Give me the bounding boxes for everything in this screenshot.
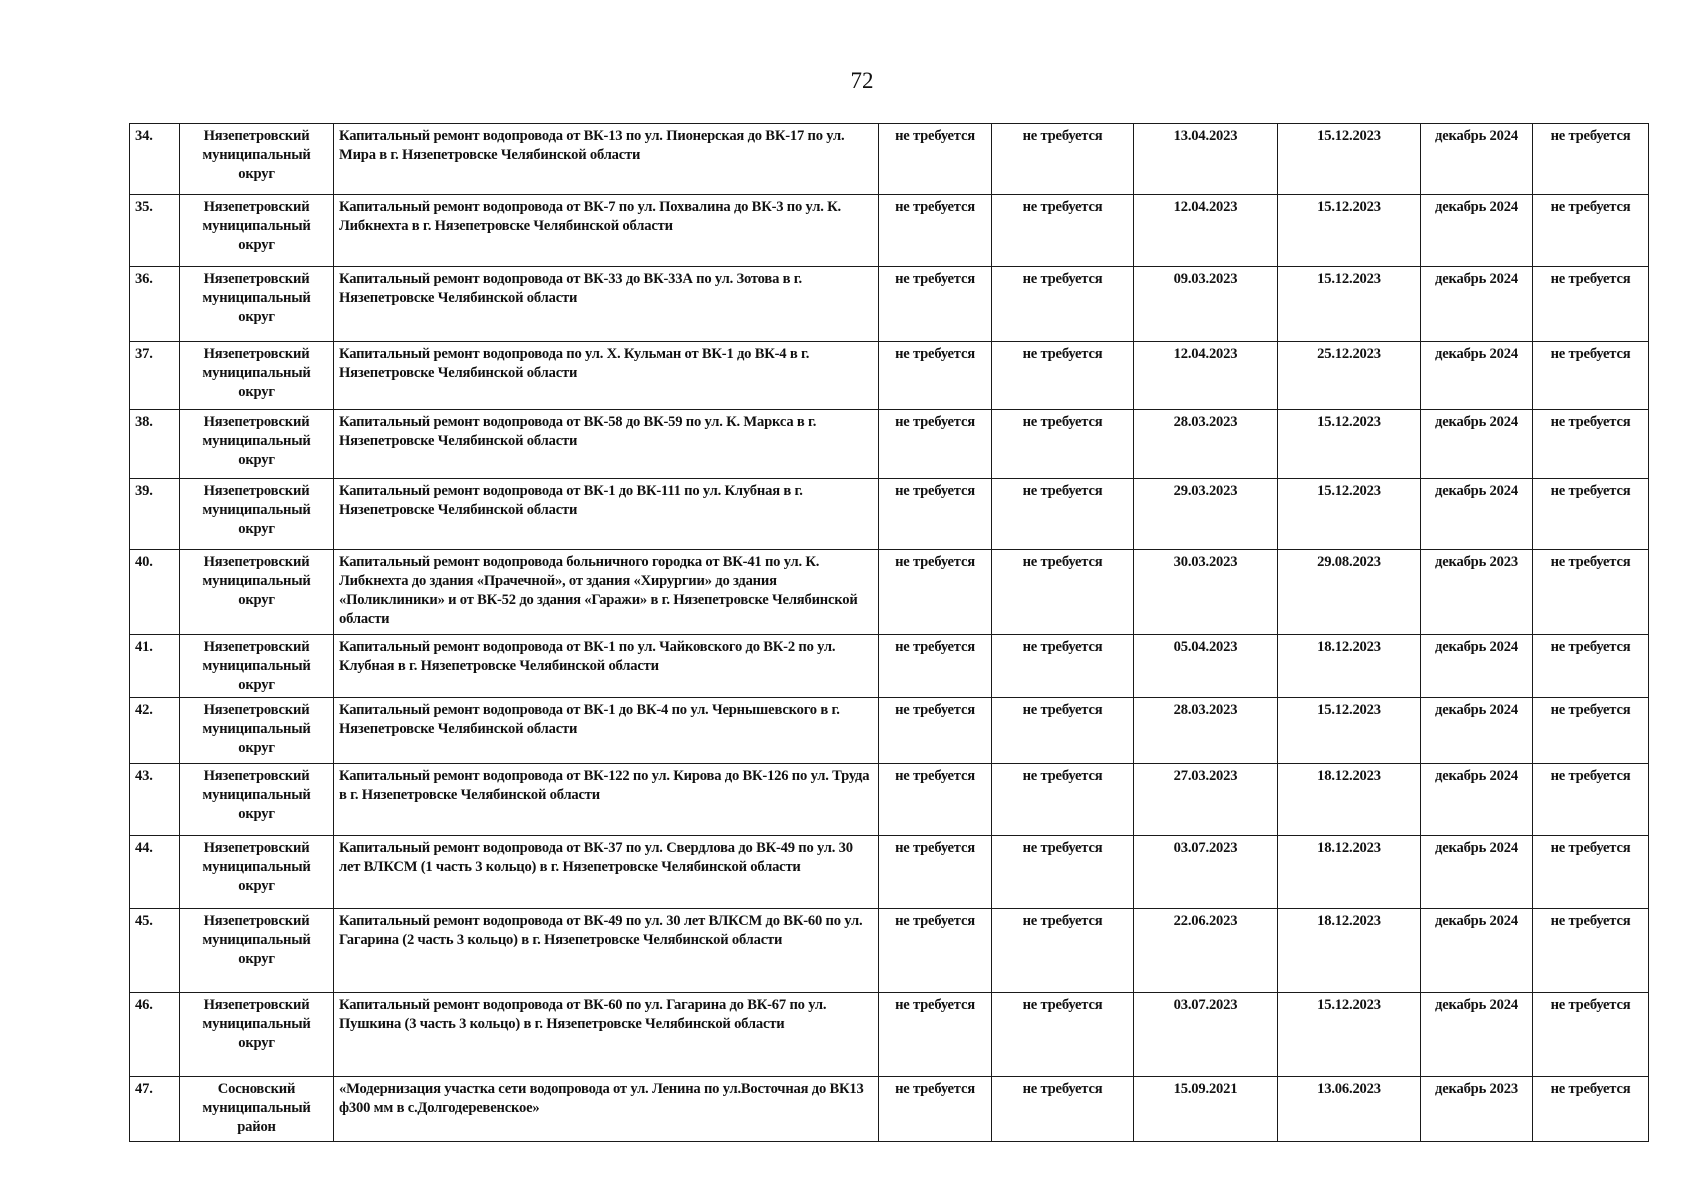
municipality-cell: Нязепетровский муниципальный округ [180, 267, 334, 342]
date-cell: 13.06.2023 [1278, 1077, 1421, 1142]
row-number: 37. [130, 342, 180, 410]
status-cell: не требуется [879, 479, 992, 550]
date-cell: 15.12.2023 [1278, 124, 1421, 195]
status-cell: не требуется [1533, 550, 1649, 635]
table-row [130, 993, 1649, 1077]
project-name-cell: Капитальный ремонт водопровода от ВК-1 до ВК-4 по ул. Чернышевского в г. Нязепетровске Челябинской области [334, 698, 879, 764]
date-cell: 27.03.2023 [1134, 764, 1278, 836]
status-cell: не требуется [1533, 698, 1649, 764]
row-number: 41. [130, 635, 180, 698]
status-cell: не требуется [1533, 764, 1649, 836]
date-cell: 29.03.2023 [1134, 479, 1278, 550]
status-cell: не требуется [992, 909, 1134, 993]
status-cell: не требуется [992, 698, 1134, 764]
project-name-cell: Капитальный ремонт водопровода от ВК-60 по ул. Гагарина до ВК-67 по ул. Пушкина (3 часть 3 кольцо) в г. Нязепетровске Челябинской области [334, 993, 879, 1077]
date-cell: 15.12.2023 [1278, 479, 1421, 550]
project-name-cell: Капитальный ремонт водопровода от ВК-13 по ул. Пионерская до ВК-17 по ул. Мира в г. Нязепетровске Челябинской области [334, 124, 879, 195]
row-number: 46. [130, 993, 180, 1077]
status-cell: не требуется [1533, 836, 1649, 909]
status-cell: не требуется [992, 764, 1134, 836]
table-row [130, 410, 1649, 479]
municipality-cell: Нязепетровский муниципальный округ [180, 764, 334, 836]
table-row [130, 550, 1649, 635]
date-cell: 12.04.2023 [1134, 342, 1278, 410]
row-number: 43. [130, 764, 180, 836]
date-cell: 28.03.2023 [1134, 698, 1278, 764]
project-name-cell: «Модернизация участка сети водопровода от ул. Ленина по ул.Восточная до ВК13 ф300 мм в с.Долгодеревенское» [334, 1077, 879, 1142]
project-name-cell: Капитальный ремонт водопровода от ВК-122 по ул. Кирова до ВК-126 по ул. Труда в г. Нязепетровске Челябинской области [334, 764, 879, 836]
municipality-cell: Нязепетровский муниципальный округ [180, 993, 334, 1077]
status-cell: не требуется [879, 635, 992, 698]
status-cell: не требуется [992, 635, 1134, 698]
municipality-cell: Нязепетровский муниципальный округ [180, 550, 334, 635]
period-cell: декабрь 2024 [1421, 479, 1533, 550]
status-cell: не требуется [1533, 410, 1649, 479]
table-row [130, 635, 1649, 698]
row-number: 47. [130, 1077, 180, 1142]
date-cell: 18.12.2023 [1278, 909, 1421, 993]
date-cell: 30.03.2023 [1134, 550, 1278, 635]
date-cell: 29.08.2023 [1278, 550, 1421, 635]
status-cell: не требуется [879, 764, 992, 836]
status-cell: не требуется [1533, 195, 1649, 267]
status-cell: не требуется [1533, 342, 1649, 410]
project-name-cell: Капитальный ремонт водопровода от ВК-1 по ул. Чайковского до ВК-2 по ул. Клубная в г. Нязепетровске Челябинской области [334, 635, 879, 698]
period-cell: декабрь 2024 [1421, 909, 1533, 993]
status-cell: не требуется [1533, 635, 1649, 698]
date-cell: 03.07.2023 [1134, 993, 1278, 1077]
period-cell: декабрь 2024 [1421, 124, 1533, 195]
project-name-cell: Капитальный ремонт водопровода от ВК-49 по ул. 30 лет ВЛКСМ до ВК-60 по ул. Гагарина (2 часть 3 кольцо) в г. Нязепетровске Челябинской области [334, 909, 879, 993]
status-cell: не требуется [992, 836, 1134, 909]
date-cell: 18.12.2023 [1278, 764, 1421, 836]
status-cell: не требуется [879, 410, 992, 479]
date-cell: 15.12.2023 [1278, 410, 1421, 479]
municipality-cell: Нязепетровский муниципальный округ [180, 342, 334, 410]
period-cell: декабрь 2024 [1421, 836, 1533, 909]
status-cell: не требуется [992, 342, 1134, 410]
status-cell: не требуется [879, 698, 992, 764]
status-cell: не требуется [992, 479, 1134, 550]
period-cell: декабрь 2024 [1421, 698, 1533, 764]
period-cell: декабрь 2024 [1421, 342, 1533, 410]
period-cell: декабрь 2024 [1421, 993, 1533, 1077]
municipality-cell: Сосновский муниципальный район [180, 1077, 334, 1142]
status-cell: не требуется [992, 993, 1134, 1077]
date-cell: 12.04.2023 [1134, 195, 1278, 267]
date-cell: 18.12.2023 [1278, 836, 1421, 909]
status-cell: не требуется [879, 550, 992, 635]
table-row [130, 909, 1649, 993]
table-row [130, 124, 1649, 195]
table-row [130, 479, 1649, 550]
row-number: 38. [130, 410, 180, 479]
municipality-cell: Нязепетровский муниципальный округ [180, 635, 334, 698]
date-cell: 22.06.2023 [1134, 909, 1278, 993]
date-cell: 15.12.2023 [1278, 993, 1421, 1077]
date-cell: 15.09.2021 [1134, 1077, 1278, 1142]
row-number: 45. [130, 909, 180, 993]
table-row [130, 698, 1649, 764]
period-cell: декабрь 2024 [1421, 267, 1533, 342]
project-name-cell: Капитальный ремонт водопровода больничного городка от ВК-41 по ул. К. Либкнехта до здания «Прачечной», от здания «Хирургии» до здания «Поликлиники» и от ВК-52 до здания «Гаражи» в г. Нязепетровске Челябинской области [334, 550, 879, 635]
row-number: 42. [130, 698, 180, 764]
date-cell: 05.04.2023 [1134, 635, 1278, 698]
status-cell: не требуется [992, 195, 1134, 267]
project-name-cell: Капитальный ремонт водопровода от ВК-7 по ул. Похвалина до ВК-3 по ул. К. Либкнехта в г. Нязепетровске Челябинской области [334, 195, 879, 267]
date-cell: 13.04.2023 [1134, 124, 1278, 195]
row-number: 36. [130, 267, 180, 342]
status-cell: не требуется [1533, 479, 1649, 550]
period-cell: декабрь 2024 [1421, 764, 1533, 836]
table-row [130, 267, 1649, 342]
municipality-cell: Нязепетровский муниципальный округ [180, 124, 334, 195]
table-row [130, 342, 1649, 410]
table-row [130, 764, 1649, 836]
row-number: 34. [130, 124, 180, 195]
status-cell: не требуется [879, 836, 992, 909]
municipality-cell: Нязепетровский муниципальный округ [180, 909, 334, 993]
table-row [130, 195, 1649, 267]
municipality-cell: Нязепетровский муниципальный округ [180, 836, 334, 909]
status-cell: не требуется [992, 1077, 1134, 1142]
status-cell: не требуется [879, 124, 992, 195]
row-number: 44. [130, 836, 180, 909]
period-cell: декабрь 2024 [1421, 195, 1533, 267]
date-cell: 18.12.2023 [1278, 635, 1421, 698]
page-number: 72 [850, 68, 874, 93]
status-cell: не требуется [879, 909, 992, 993]
date-cell: 03.07.2023 [1134, 836, 1278, 909]
project-name-cell: Капитальный ремонт водопровода от ВК-33 до ВК-33А по ул. Зотова в г. Нязепетровске Челябинской области [334, 267, 879, 342]
status-cell: не требуется [879, 993, 992, 1077]
status-cell: не требуется [992, 267, 1134, 342]
date-cell: 15.12.2023 [1278, 267, 1421, 342]
project-name-cell: Капитальный ремонт водопровода от ВК-1 до ВК-111 по ул. Клубная в г. Нязепетровске Челябинской области [334, 479, 879, 550]
municipality-cell: Нязепетровский муниципальный округ [180, 698, 334, 764]
period-cell: декабрь 2024 [1421, 635, 1533, 698]
status-cell: не требуется [879, 1077, 992, 1142]
period-cell: декабрь 2024 [1421, 410, 1533, 479]
row-number: 39. [130, 479, 180, 550]
table-row [130, 1077, 1649, 1142]
date-cell: 15.12.2023 [1278, 195, 1421, 267]
date-cell: 09.03.2023 [1134, 267, 1278, 342]
status-cell: не требуется [1533, 1077, 1649, 1142]
status-cell: не требуется [879, 267, 992, 342]
status-cell: не требуется [1533, 267, 1649, 342]
status-cell: не требуется [1533, 909, 1649, 993]
project-name-cell: Капитальный ремонт водопровода от ВК-58 до ВК-59 по ул. К. Маркса в г. Нязепетровске Челябинской области [334, 410, 879, 479]
row-number: 40. [130, 550, 180, 635]
table-row [130, 836, 1649, 909]
municipality-cell: Нязепетровский муниципальный округ [180, 195, 334, 267]
status-cell: не требуется [879, 342, 992, 410]
period-cell: декабрь 2023 [1421, 1077, 1533, 1142]
date-cell: 15.12.2023 [1278, 698, 1421, 764]
projects-table [129, 123, 1649, 1142]
period-cell: декабрь 2023 [1421, 550, 1533, 635]
status-cell: не требуется [1533, 124, 1649, 195]
project-name-cell: Капитальный ремонт водопровода по ул. Х. Кульман от ВК-1 до ВК-4 в г. Нязепетровске Челябинской области [334, 342, 879, 410]
status-cell: не требуется [1533, 993, 1649, 1077]
status-cell: не требуется [879, 195, 992, 267]
status-cell: не требуется [992, 410, 1134, 479]
row-number: 35. [130, 195, 180, 267]
date-cell: 28.03.2023 [1134, 410, 1278, 479]
date-cell: 25.12.2023 [1278, 342, 1421, 410]
status-cell: не требуется [992, 550, 1134, 635]
status-cell: не требуется [992, 124, 1134, 195]
municipality-cell: Нязепетровский муниципальный округ [180, 410, 334, 479]
project-name-cell: Капитальный ремонт водопровода от ВК-37 по ул. Свердлова до ВК-49 по ул. 30 лет ВЛКСМ (1 часть 3 кольцо) в г. Нязепетровске Челябинской области [334, 836, 879, 909]
municipality-cell: Нязепетровский муниципальный округ [180, 479, 334, 550]
